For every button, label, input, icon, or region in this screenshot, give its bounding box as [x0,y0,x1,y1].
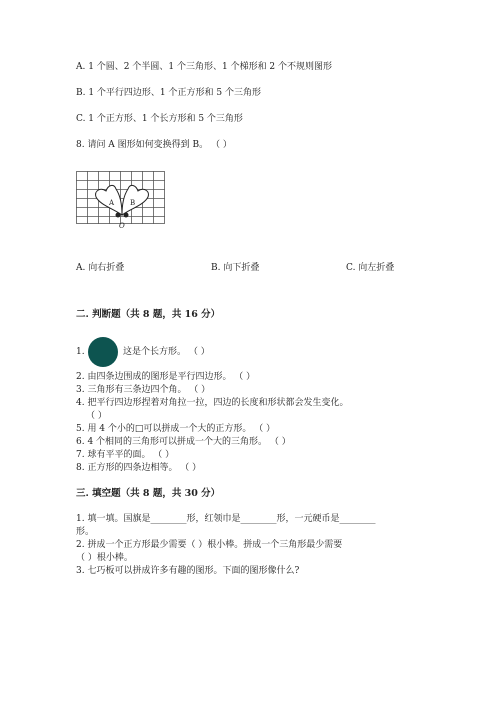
q7-option-c: C. 1 个正方形、1 个长方形和 5 个三角形 [76,114,243,124]
q7-option-a: A. 1 个圆、2 个半圆、1 个三角形、1 个梯形和 2 个不规则图形 [76,62,333,72]
fold-figure [76,171,166,231]
s3-item2-cont: （ ）根小棒。 [76,553,133,563]
s2-item3: 3. 三角形有三条边四个角。 （ ） [76,385,211,395]
q7-option-b: B. 1 个平行四边形、1 个正方形和 5 个三角形 [76,88,261,98]
q8-option-b: B. 向下折叠 [211,263,260,273]
fig-label-a: A [109,199,115,207]
s3-item2: 2. 拼成一个正方形最少需要（ ）根小棒。拼成一个三角形最少需要 [76,540,343,550]
fig-label-b: B [130,199,136,207]
s3-item1-cont: 形。 [76,527,95,537]
s2-item7: 7. 球有平平的面。 （ ） [76,450,175,460]
section2-heading: 二. 判断题（共 8 题，共 16 分） [76,309,221,320]
s2-item2: 2. 由四条边围成的图形是平行四边形。 （ ） [76,372,256,382]
s2-item1-number: 1. [76,347,85,357]
q8-option-a: A. 向右折叠 [76,263,125,273]
q8-stem: 8. 请问 A 图形如何变换得到 B。 （ ） [76,140,232,150]
s2-item4: 4. 把平行四边形捏着对角拉一拉，四边的长度和形状都会发生变化。 [76,398,349,408]
circle-shape [88,337,118,367]
s3-item1: 1. 填一填。国旗是________形，红领巾是________形，一元硬币是________ [76,514,376,524]
s2-item8: 8. 正方形的四条边相等。 （ ） [76,463,202,473]
s2-item5: 5. 用 4 个小的□可以拼成一个大的正方形。 （ ） [76,424,276,434]
section3-heading: 三. 填空题（共 8 题，共 30 分） [76,488,221,499]
q8-option-c: C. 向左折叠 [346,263,395,273]
s3-item3: 3. 七巧板可以拼成许多有趣的图形。下面的图形像什么? [76,566,300,576]
s2-item1-text: 这是个长方形。 （ ） [123,347,210,357]
s2-item6: 6. 4 个相同的三角形可以拼成一个大的三角形。 （ ） [76,437,291,447]
fig-label-o: O [119,222,125,230]
s2-item4-paren: （ ） [86,411,107,421]
